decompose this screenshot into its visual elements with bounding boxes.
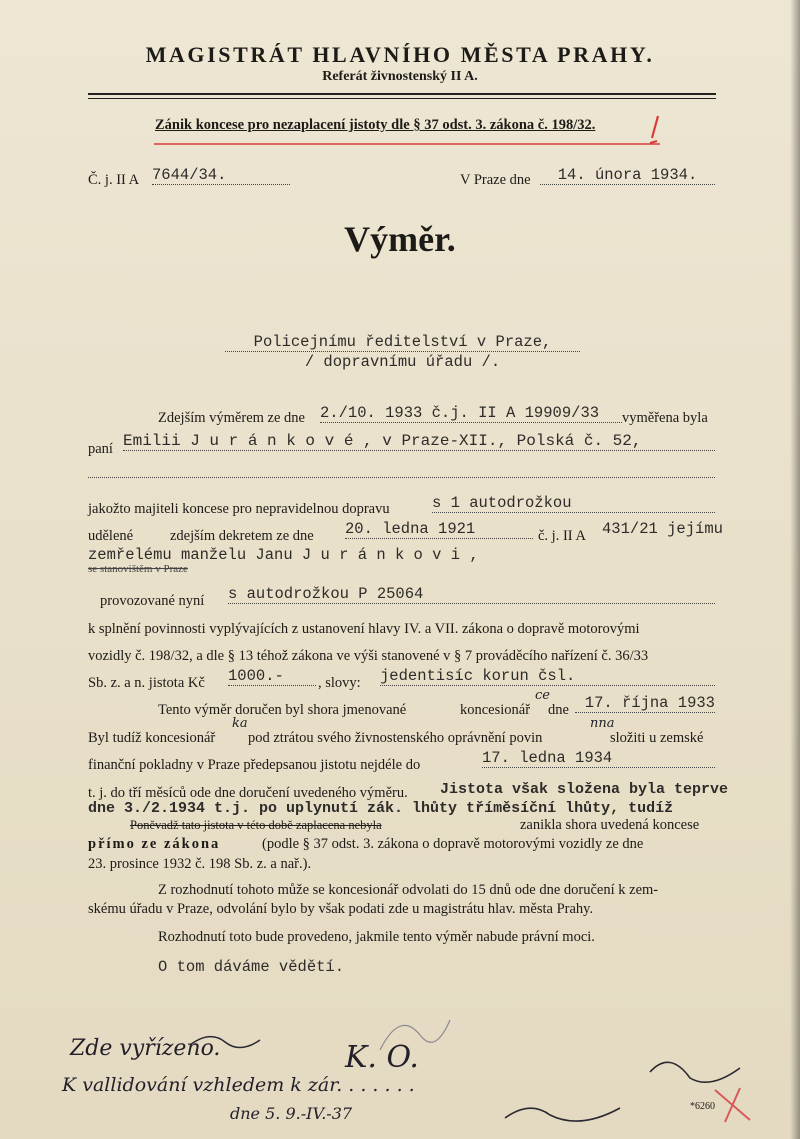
p4-mid: zdejším dekretem ze dne	[170, 528, 314, 544]
p19: Rozhodnutí toto bude provedeno, jakmile tento výměr nabude právní moci.	[158, 929, 595, 945]
date-value: 14. února 1934.	[540, 166, 715, 185]
p1-end: vyměřena byla	[622, 410, 708, 426]
addressee-line1: Policejnímu ředitelství v Praze,	[225, 333, 580, 352]
handwritten-ko: K. O.	[345, 1040, 419, 1075]
handwritten-line2: K vallidování vzhledem k zár. . . . . . .	[62, 1074, 415, 1096]
p10-dne: dne	[548, 702, 569, 718]
p11-ka: ka	[232, 716, 248, 731]
p16: 23. prosince 1932 č. 198 Sb. z. a nař.).	[88, 856, 312, 872]
ref-value: 7644/34.	[152, 166, 290, 185]
p8: vozidly č. 198/32, a dle § 13 téhož zákona ve výši stanovené v § 7 prováděcího nařízení č. 36/33	[88, 648, 649, 664]
subject-line: Zánik koncese pro nezaplacení jistoty dle § 37 odst. 3. zákona č. 198/32.	[155, 117, 596, 133]
p4-cj: č. j. II A	[538, 528, 586, 544]
p13-typed: Jistota však složena byla teprve	[440, 781, 729, 798]
p9-label: Sb. z. a n. jistota Kč	[88, 675, 205, 691]
blank-dotted-line	[88, 476, 715, 478]
header-title: MAGISTRÁT HLAVNÍHO MĚSTA PRAHY.	[145, 42, 655, 67]
p5-struck: se stanovištěm v Praze	[88, 563, 188, 575]
p6-value: s autodrožkou P 25064	[228, 585, 715, 604]
p11-b: pod ztrátou svého živnostenského oprávnění povin	[248, 730, 543, 746]
p2-label: paní	[88, 441, 113, 457]
header-rule-thin	[88, 98, 716, 99]
p10-label: Tento výměr doručen byl shora jmenované	[158, 702, 407, 718]
p10-ce: ce	[535, 688, 550, 703]
p11-nna: nna	[590, 716, 615, 731]
p14-typed: dne 3./2.1934 t.j. po uplynutí zák. lhůty tříměsíční lhůty, tudíž	[88, 800, 674, 817]
p6-label: provozované nyní	[100, 593, 205, 609]
p10-mid: koncesionář	[460, 702, 531, 718]
p12-label: finanční pokladny v Praze předepsanou jistotu nejdéle do	[88, 757, 421, 773]
p18: skému úřadu v Praze, odvolání bylo by však podati zde u magistrátu hlav. města Prahy.	[88, 901, 594, 917]
form-number: *6260	[690, 1101, 715, 1112]
p14-end: zanikla shora uvedená koncese	[520, 817, 700, 833]
header-subtitle: Referát živnostenský II A.	[322, 69, 478, 84]
p1-date: 2./10. 1933 č.j. II A 19909/33	[320, 404, 622, 423]
date-label: V Praze dne	[460, 172, 531, 188]
p4-num: 431/21 jejímu	[602, 520, 723, 538]
p13-label: t. j. do tří měsíců ode dne doručení uvedeného výměru.	[88, 785, 408, 801]
p9-words: jedentisíc korun čsl.	[380, 667, 715, 686]
p10-date: 17. října 1933	[575, 694, 715, 713]
addressee-line2: / dopravnímu úřadu /.	[304, 353, 501, 371]
p4-label: udělené	[88, 528, 134, 544]
p5-value: zemřelému manželu Janu J u r á n k o v i ,	[88, 546, 479, 564]
p14-struck: Poněvadž tato jistota v této době zaplacena nebyla	[130, 818, 382, 832]
p3-label: jakožto majiteli koncese pro nepravidelnou dopravu	[88, 501, 390, 517]
p11-c: složiti u zemské	[610, 730, 704, 746]
p15-rest: (podle § 37 odst. 3. zákona o dopravě motorovými vozidly ze dne	[262, 836, 644, 852]
header-rule-thick	[88, 93, 716, 95]
p7: k splnění povinnosti vyplývajících z ustanovení hlavy IV. a VII. zákona o dopravě motorovými	[88, 621, 640, 637]
p9-slovy: , slovy:	[318, 675, 361, 691]
p1-label: Zdejším výměrem ze dne	[158, 410, 305, 426]
p12-date: 17. ledna 1934	[482, 749, 715, 768]
p3-value: s 1 autodrožkou	[432, 494, 715, 513]
p15-bold: přímo ze zákona	[88, 836, 221, 852]
p2-value: Emilii J u r á n k o v é , v Praze-XII., Polská č. 52,	[123, 432, 715, 451]
p4-date: 20. ledna 1921	[345, 520, 533, 539]
ref-label: Č. j. II A	[88, 172, 140, 188]
p17: Z rozhodnutí tohoto může se koncesionář odvolati do 15 dnů ode dne doručení k zem-	[158, 882, 659, 898]
handwritten-line3: dne 5. 9.-IV.-37	[230, 1104, 353, 1123]
red-pencil-mark	[150, 110, 680, 150]
handwritten-line1: Zde vyřízeno.	[70, 1036, 221, 1061]
p20: O tom dáváme vědětí.	[158, 958, 345, 976]
p11-a: Byl tudíž koncesionář	[88, 730, 216, 746]
document-title: Výměr.	[344, 219, 456, 259]
p9-amount: 1000.-	[228, 667, 316, 686]
page-edge-shadow	[790, 0, 800, 1139]
